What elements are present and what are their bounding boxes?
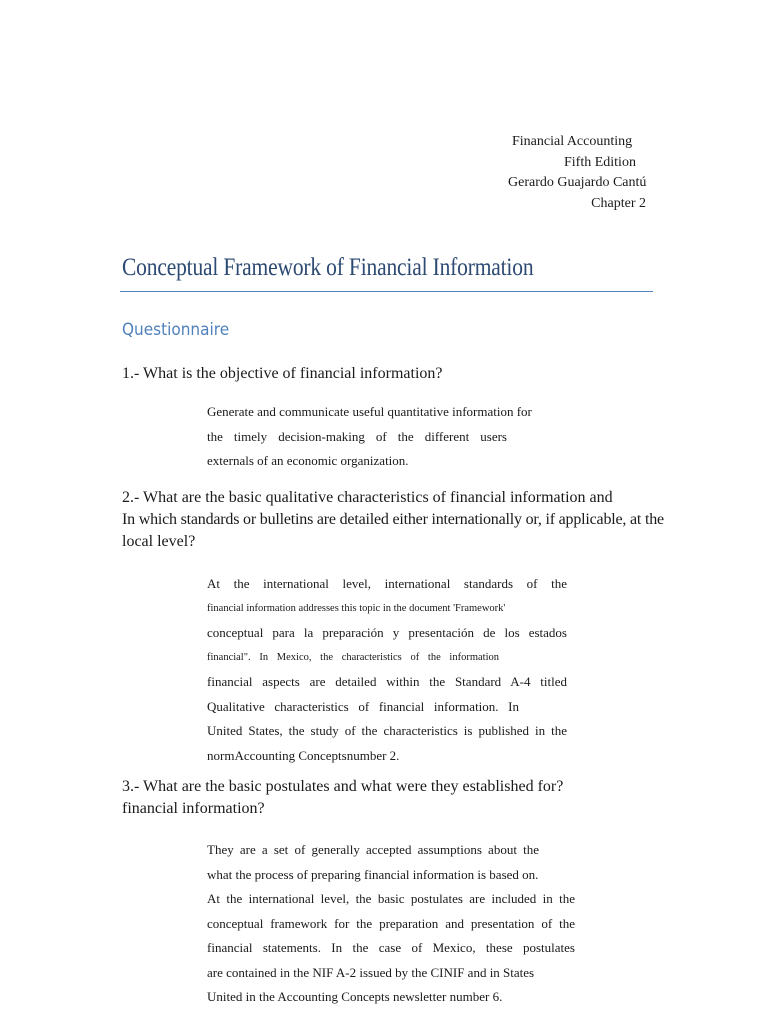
book-title: Financial Accounting: [512, 134, 633, 149]
title-underline: [120, 291, 653, 292]
answer-line: At the international level, the basic postulates are included in the: [207, 891, 575, 906]
answer-3: [207, 838, 575, 1010]
answer-line: externals of an economic organization.: [207, 453, 409, 468]
answer-line: what the process of preparing financial information is based on.: [207, 866, 539, 882]
question-line: 3.- What are the basic postulates and what were they established for?: [122, 778, 564, 795]
question-line: 2.- What are the basic qualitative characteristics of financial information and: [122, 489, 613, 506]
answer-line: Qualitative characteristics of financial information. In: [207, 698, 519, 714]
question-1: [122, 363, 442, 385]
question-line: financial information?: [122, 800, 265, 817]
section-heading: Questionnaire: [122, 320, 230, 340]
book-chapter: Chapter 2: [591, 195, 646, 211]
question-line: 1.- What is the objective of financial information?: [122, 365, 443, 382]
answer-1: [207, 400, 532, 474]
answer-line: Generate and communicate useful quantitative information for: [207, 404, 532, 419]
answer-line: United States, the study of the characteristics is published in the: [207, 723, 567, 738]
answer-line: At the international level, international standards of the: [207, 576, 567, 591]
answer-line: conceptual para la preparación y presentación de los estados: [207, 625, 567, 640]
question-line: local level?: [122, 533, 196, 550]
answer-line: financial statements. In the case of Mexico, these postulates: [207, 940, 575, 955]
document-title: Conceptual Framework of Financial Information: [122, 254, 534, 281]
answer-line: They are a set of generally accepted assumptions about the: [207, 842, 539, 857]
book-author: Gerardo Guajardo Cantú: [508, 175, 647, 190]
answer-2: [207, 572, 567, 768]
question-3: [122, 776, 563, 820]
answer-line: are contained in the NIF A-2 issued by the CINIF and in States: [207, 964, 535, 980]
answer-line: United in the Accounting Concepts newsletter number 6.: [207, 989, 503, 1004]
answer-line: financial information addresses this topic in the document 'Framework': [207, 602, 506, 614]
answer-line: the timely decision-making of the different users: [207, 428, 507, 444]
answer-line: conceptual framework for the preparation and presentation of the: [207, 915, 575, 931]
question-line: In which standards or bulletins are detailed either internationally or, if applicable, at the: [122, 511, 664, 528]
question-2: [122, 487, 667, 553]
book-edition: Fifth Edition: [564, 154, 636, 170]
answer-line: financial aspects are detailed within the Standard A-4 titled: [207, 674, 567, 689]
book-info: [480, 132, 646, 214]
answer-line: normAccounting Conceptsnumber 2.: [207, 747, 400, 763]
answer-line: financial". In Mexico, the characteristics of the information: [207, 651, 499, 663]
